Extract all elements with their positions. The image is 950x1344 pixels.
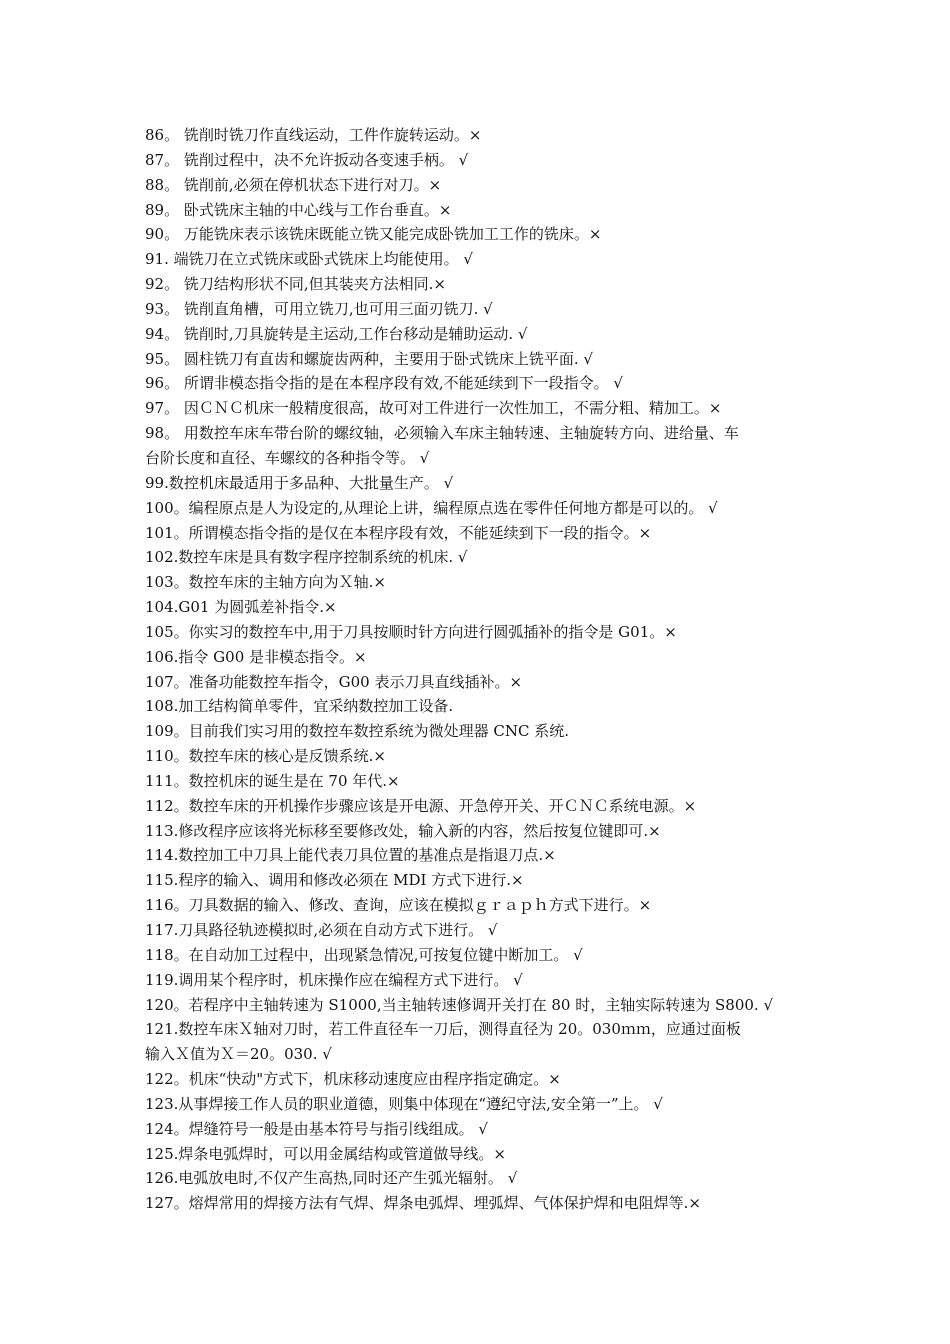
text-line: 93。 铣削直角槽，可用立铣刀,也可用三面刃铣刀. √	[145, 299, 493, 318]
text-line: 109。目前我们实习用的数控车数控系统为微处理器 CNC 系统.	[145, 722, 570, 741]
text-line: 88。 铣削前,必须在停机状态下进行对刀。×	[145, 175, 442, 194]
text-line: 111。数控机床的诞生是在 70 年代.×	[145, 771, 400, 790]
text-line: 95。 圆柱铣刀有直齿和螺旋齿两种，主要用于卧式铣床上铣平面. √	[145, 349, 593, 368]
text-line: 107。准备功能数控车指令，G00 表示刀具直线插补。×	[145, 672, 523, 691]
text-line: 127。熔焊常用的焊接方法有气焊、焊条电弧焊、埋弧焊、气体保护焊和电阻焊等.×	[145, 1194, 701, 1213]
text-line: 103。数控车床的主轴方向为Ｘ轴.×	[145, 573, 386, 592]
text-line: 91. 端铣刀在立式铣床或卧式铣床上均能使用。 √	[145, 250, 473, 269]
text-line: 94。 铣削时,刀具旋转是主运动,工作台移动是辅助运动. √	[145, 324, 528, 343]
text-line: 106.指令 G00 是非模态指令。×	[145, 647, 367, 666]
text-line: 101。所谓模态指令指的是仅在本程序段有效，不能延续到下一段的指令。×	[145, 523, 652, 542]
text-line: 124。焊缝符号一般是由基本符号与指引线组成。 √	[145, 1119, 488, 1138]
text-line: 104.G01 为圆弧差补指令.×	[145, 598, 337, 617]
question-list	[145, 123, 810, 1216]
text-line: 125.焊条电弧焊时，可以用金属结构或管道做导线。×	[145, 1144, 506, 1163]
text-line: 113.修改程序应该将光标移至要修改处，输入新的内容，然后按复位键即可.×	[145, 821, 661, 840]
text-line: 90。 万能铣床表示该铣床既能立铣又能完成卧铣加工工作的铣床。×	[145, 225, 602, 244]
text-line: 87。 铣削过程中，决不允许扳动各变速手柄。 √	[145, 150, 469, 169]
text-line: 118。在自动加工过程中，出现紧急情况,可按复位键中断加工。 √	[145, 945, 583, 964]
text-line: 121.数控车床Ｘ轴对刀时，若工件直径车一刀后，测得直径为 20。030ｍｍ，应通过面板	[145, 1020, 741, 1039]
text-line: 122。机床“快动"方式下，机床移动速度应由程序指定确定。×	[145, 1070, 561, 1089]
text-line: 115.程序的输入、调用和修改必须在 MDI 方式下进行.×	[145, 871, 524, 890]
text-line: 86。 铣削时铣刀作直线运动，工件作旋转运动。×	[145, 126, 482, 144]
text-line: 123.从事焊接工作人员的职业道德，则集中体现在“遵纪守法,安全第一”上。 √	[145, 1094, 663, 1113]
text-line: 102.数控车床是具有数字程序控制系统的机床. √	[145, 548, 468, 567]
text-line: 117.刀具路径轨迹模拟时,必须在自动方式下进行。 √	[145, 921, 498, 939]
text-line: 110。数控车床的核心是反馈系统.×	[145, 747, 386, 766]
text-line: 台阶长度和直径、车螺纹的各种指令等。 √	[145, 448, 430, 467]
text-line: 97。 因ＣＮＣ机床一般精度很高，故可对工件进行一次性加工，不需分粗、精加工。×	[145, 399, 722, 418]
text-line: 89。 卧式铣床主轴的中心线与工作台垂直。×	[145, 200, 452, 219]
text-line: 100。编程原点是人为设定的,从理论上讲，编程原点选在零件任何地方都是可以的。 √	[145, 498, 718, 517]
text-line: 108.加工结构简单零件，宜采纳数控加工设备.	[145, 697, 454, 716]
text-line: 112。数控车床的开机操作步骤应该是开电源、开急停开关、开ＣＮＣ系统电源。×	[145, 796, 697, 815]
text-line: 92。 铣刀结构形状不同,但其装夹方法相同.×	[145, 275, 446, 294]
text-line: 96。 所谓非模态指令指的是在本程序段有效,不能延续到下一段指令。 √	[145, 374, 623, 393]
text-line: 119.调用某个程序时，机床操作应在编程方式下进行。 √	[145, 970, 523, 989]
text-line: 120。若程序中主轴转速为 S1000,当主轴转速修调开关打在 80 时，主轴实际转速为 S800. √	[145, 995, 774, 1014]
text-line: 114.数控加工中刀具上能代表刀具位置的基准点是指退刀点.×	[145, 846, 556, 865]
text-line: 输入Ｘ值为Ｘ＝20。030. √	[145, 1045, 332, 1064]
text-line: 116。刀具数据的输入、修改、查询，应该在模拟ｇｒａｐｈ方式下进行。×	[145, 896, 652, 915]
text-line: 126.电弧放电时,不仅产生高热,同时还产生弧光辐射。 √	[145, 1169, 518, 1188]
text-line: 99.数控机床最适用于多品种、大批量生产。 √	[145, 473, 454, 492]
text-line: 98。 用数控车床车带台阶的螺纹轴，必须输入车床主轴转速、主轴旋转方向、进给量、车	[145, 424, 739, 443]
text-line: 105。你实习的数控车中,用于刀具按顺时针方向进行圆弧插补的指令是 G01。×	[145, 622, 677, 641]
